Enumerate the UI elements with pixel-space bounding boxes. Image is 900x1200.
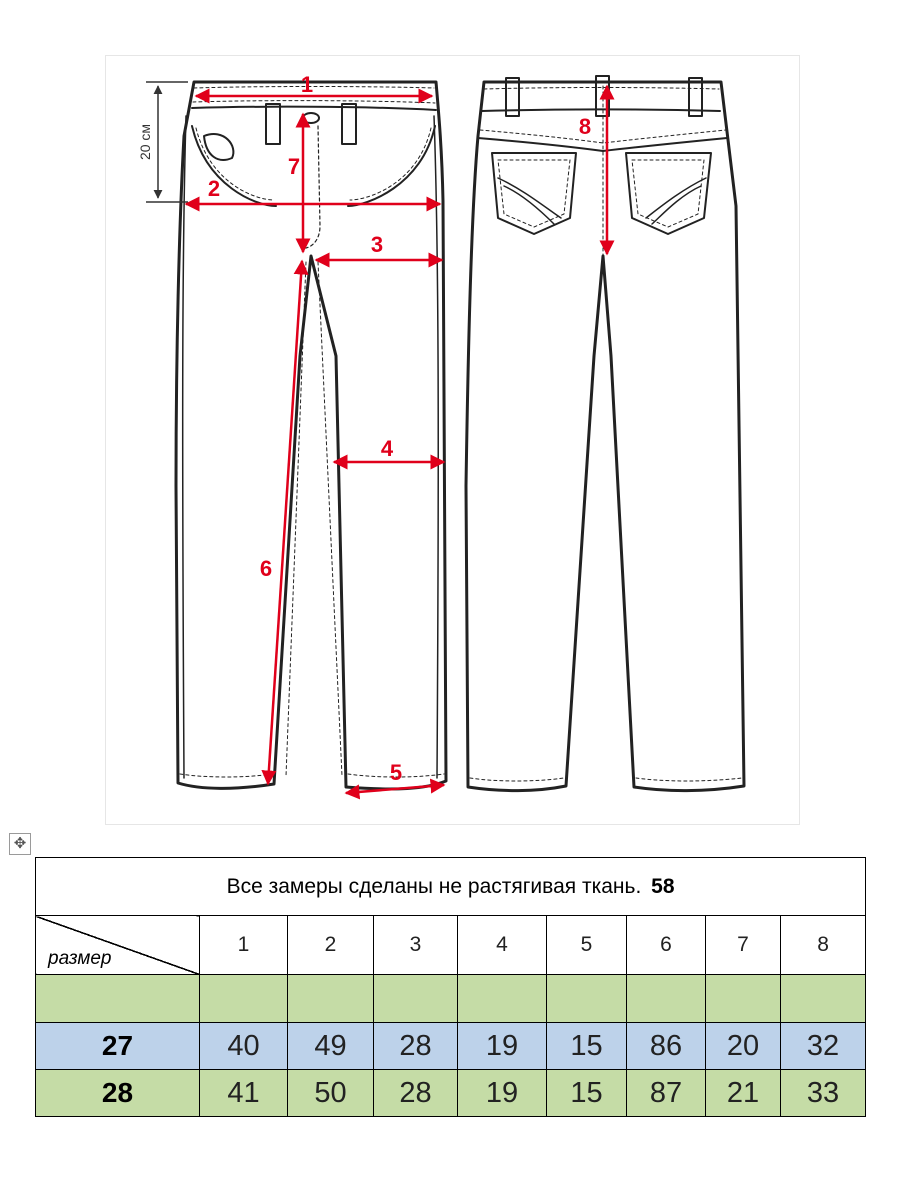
table-cell: 50 — [288, 1070, 374, 1117]
measure-label-6: 6 — [259, 556, 273, 581]
table-title — [36, 858, 866, 916]
table-cell: 15 — [547, 1023, 627, 1070]
size-label: 27 — [36, 1023, 200, 1070]
arrow-6-inseam — [268, 261, 302, 784]
table-row-size-28 — [36, 1070, 866, 1117]
measure-label-3: 3 — [370, 232, 384, 257]
back-view-pants — [466, 76, 744, 791]
column-header: 4 — [458, 916, 547, 975]
column-header: 2 — [288, 916, 374, 975]
column-header: 7 — [706, 916, 781, 975]
corner-cell — [36, 916, 200, 975]
rise-note-label: 20 см — [137, 123, 153, 161]
table-cell: 20 — [706, 1023, 781, 1070]
corner-label: размер — [48, 948, 112, 969]
empty-row — [36, 975, 866, 1023]
measure-label-1: 1 — [300, 72, 314, 97]
table-cell: 32 — [781, 1023, 866, 1070]
table-cell — [458, 975, 547, 1023]
table-cell — [200, 975, 288, 1023]
table-cell: 15 — [547, 1070, 627, 1117]
size-chart-table — [35, 857, 866, 1117]
table-cell: 33 — [781, 1070, 866, 1117]
measure-label-4: 4 — [380, 436, 394, 461]
measurement-arrows — [186, 86, 607, 793]
table-cell — [627, 975, 706, 1023]
table-cell — [36, 975, 200, 1023]
header-row — [36, 916, 866, 975]
column-header: 8 — [781, 916, 866, 975]
column-header: 5 — [547, 916, 627, 975]
table-cell: 87 — [627, 1070, 706, 1117]
table-cell: 28 — [374, 1070, 458, 1117]
table-cell — [781, 975, 866, 1023]
column-header: 3 — [374, 916, 458, 975]
pants-measurement-diagram — [105, 55, 800, 825]
table-cell: 21 — [706, 1070, 781, 1117]
table-cell — [547, 975, 627, 1023]
table-cell: 41 — [200, 1070, 288, 1117]
table-title-text: Все замеры сделаны не растягивая ткань. — [226, 874, 642, 898]
measure-label-8: 8 — [578, 114, 592, 139]
column-header: 1 — [200, 916, 288, 975]
table-cell — [374, 975, 458, 1023]
table-cell: 49 — [288, 1023, 374, 1070]
table-cell: 28 — [374, 1023, 458, 1070]
table-cell: 40 — [200, 1023, 288, 1070]
table-cell: 19 — [458, 1023, 547, 1070]
measure-label-2: 2 — [207, 176, 221, 201]
table-cell: 19 — [458, 1070, 547, 1117]
column-header: 6 — [627, 916, 706, 975]
table-title-number: 58 — [651, 874, 675, 898]
size-label: 28 — [36, 1070, 200, 1117]
table-move-handle-icon[interactable]: ✥ — [9, 833, 31, 855]
measure-label-5: 5 — [389, 760, 403, 785]
table-cell — [706, 975, 781, 1023]
measure-label-7: 7 — [287, 154, 301, 179]
table-cell: 86 — [627, 1023, 706, 1070]
table-row-size-27 — [36, 1023, 866, 1070]
table-cell — [288, 975, 374, 1023]
